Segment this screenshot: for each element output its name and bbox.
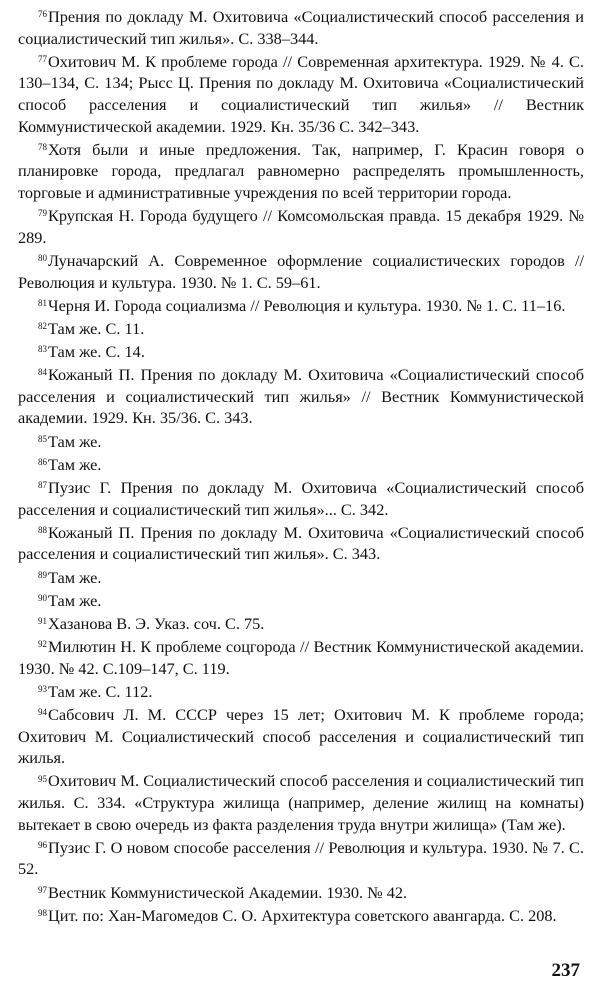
footnote-number: 80 xyxy=(38,252,47,263)
footnote xyxy=(18,704,584,769)
footnote-text: Там же. xyxy=(48,590,102,610)
footnote-text: Пузис Г. Прения по докладу М. Охитовича «Социалистический способ расселения и социалистический тип жилья»... С. 342. xyxy=(18,478,584,519)
footnote-text: Черня И. Города социализма // Революция и культура. 1930. № 1. С. 11–16. xyxy=(48,295,566,315)
footnote xyxy=(18,882,584,904)
footnote xyxy=(18,567,584,589)
footnote-number: 87 xyxy=(38,480,47,491)
footnote-number: 92 xyxy=(38,639,47,650)
footnote-number: 78 xyxy=(38,141,47,152)
footnote-text: Цит. по: Хан-Магомедов С. О. Архитектура советского авангарда. С. 208. xyxy=(48,905,557,925)
footnote xyxy=(18,636,584,679)
footnote xyxy=(18,250,584,293)
footnote-text: Там же. xyxy=(48,431,102,451)
footnote-text: Там же. xyxy=(48,454,102,474)
footnote xyxy=(18,51,584,137)
footnote xyxy=(18,6,584,49)
footnotes-list xyxy=(18,6,584,928)
footnote-number: 89 xyxy=(38,569,47,580)
footnote-text: Охитович М. К проблеме города // Современная архитектура. 1929. № 4. С. 130–134, С. 134; Рысс Ц. Прения по докладу М. Охитовича «Социалистический способ расселения и социалистический тип жилья» // Вестник Коммунистической академии. 1929. Кн. 35/36 С. 342–343. xyxy=(18,51,584,136)
footnote-number: 83 xyxy=(38,344,47,355)
footnote-text: Там же. С. 14. xyxy=(48,342,145,362)
footnote-text: Сабсович Л. М. СССР через 15 лет; Охитович М. К проблеме города; Охитович М. Социалистический способ расселения и социалистический тип жилья. xyxy=(18,705,584,768)
footnote-number: 90 xyxy=(38,592,47,603)
footnote-text: Хазанова В. Э. Указ. соч. С. 75. xyxy=(48,613,265,633)
footnote-text: Хотя были и иные предложения. Так, например, Г. Красин говоря о планировке города, предлагал равномерно распределять промышленность, торговые и административные учреждения по всей территории города. xyxy=(18,139,584,202)
footnote-number: 93 xyxy=(38,683,47,694)
footnote-number: 82 xyxy=(38,320,47,331)
footnote-text: Там же. С. 11. xyxy=(48,318,145,338)
footnote-number: 91 xyxy=(38,616,47,626)
footnote xyxy=(18,318,584,340)
footnote xyxy=(18,431,584,453)
footnote-number: 95 xyxy=(38,773,47,784)
footnote-number: 88 xyxy=(38,524,47,535)
footnote-number: 86 xyxy=(38,456,47,467)
footnote xyxy=(18,341,584,363)
footnote xyxy=(18,522,584,565)
footnote-number: 81 xyxy=(38,297,47,308)
footnote-number: 94 xyxy=(38,707,47,718)
footnote-number: 97 xyxy=(38,884,47,895)
footnote-number: 76 xyxy=(38,9,47,20)
footnote-text: Луначарский А. Современное оформление социалистических городов // Революция и культура. 1930. № 1. С. 59–61. xyxy=(18,250,584,292)
page-number: 237 xyxy=(551,960,580,981)
footnote-text: Там же. xyxy=(48,567,102,587)
footnote-number: 98 xyxy=(38,907,47,918)
footnote xyxy=(18,364,584,429)
footnote xyxy=(18,590,584,612)
footnote xyxy=(18,139,584,204)
footnote-text: Крупская Н. Города будущего // Комсомольская правда. 15 декабря 1929. № 289. xyxy=(18,206,584,247)
footnote-text: Прения по докладу М. Охитовича «Социалистический способ расселения и социалистический тип жилья». С. 338–344. xyxy=(18,7,584,48)
footnote-number: 84 xyxy=(38,367,47,378)
footnote xyxy=(18,770,584,835)
footnote xyxy=(18,454,584,476)
footnote xyxy=(18,905,584,927)
footnote-number: 77 xyxy=(38,53,47,64)
footnote xyxy=(18,613,584,635)
footnote-text: Милютин Н. К проблеме соцгорода // Вестник Коммунистической академии. 1930. № 42. С.109–147, С. 119. xyxy=(18,637,584,678)
footnote-text: Кожаный П. Прения по докладу М. Охитовича «Социалистический способ расселения и социалистический тип жилья». С. 343. xyxy=(18,522,584,564)
footnote-text: Там же. С. 112. xyxy=(48,681,153,701)
footnote-text: Охитович М. Социалистический способ расселения и социалистический тип жилья. С. 334. «Структура жилища (например, деление жилищ на комнаты) вытекает в свою очередь из факта разделения труда внутри жилища» (Там же). xyxy=(18,771,584,834)
footnote-number: 85 xyxy=(38,433,47,444)
footnote-number: 79 xyxy=(38,208,47,219)
footnote-number: 96 xyxy=(38,839,47,850)
footnote xyxy=(18,477,584,520)
footnote xyxy=(18,837,584,880)
footnote-text: Вестник Коммунистической Академии. 1930. № 42. xyxy=(48,882,408,902)
footnote xyxy=(18,681,584,703)
footnote xyxy=(18,205,584,248)
footnote-text: Пузис Г. О новом способе расселения // Революция и культура. 1930. № 7. С. 52. xyxy=(18,837,584,879)
footnote-text: Кожаный П. Прения по докладу М. Охитовича «Социалистический способ расселения и социалистический тип жилья» // Вестник Коммунистической академии. 1929. Кн. 35/36. С. 343. xyxy=(18,365,584,428)
footnote xyxy=(18,295,584,317)
